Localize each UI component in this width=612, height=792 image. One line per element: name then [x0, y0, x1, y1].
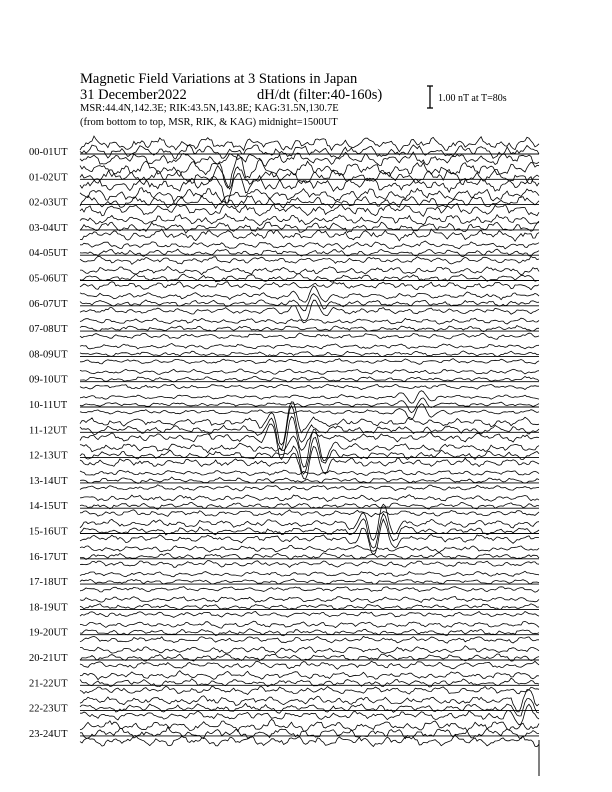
- hour-row: [29, 571, 539, 592]
- trace-msr: [80, 333, 539, 339]
- hour-label: 00-01UT: [29, 147, 68, 158]
- hour-row: [29, 671, 539, 695]
- trace-kag: [80, 155, 539, 188]
- hour-label: 08-09UT: [29, 349, 68, 361]
- hour-row: [29, 495, 539, 517]
- trace-msr: [80, 485, 539, 491]
- trace-kag: [80, 621, 539, 628]
- trace-kag: [80, 571, 539, 577]
- trace-msr: [80, 300, 539, 320]
- trace-msr: [80, 636, 539, 643]
- trace-rik: [80, 377, 539, 383]
- hour-row: [29, 646, 539, 669]
- hour-label: 09-10UT: [29, 374, 68, 386]
- hour-label: 20-21UT: [29, 653, 68, 664]
- scale-bar: [427, 86, 433, 108]
- hour-label: 14-15UT: [29, 501, 68, 513]
- hour-row: [29, 136, 539, 166]
- hour-row: [29, 470, 539, 491]
- trace-rik: [80, 166, 539, 190]
- trace-rik: [80, 351, 539, 357]
- hour-row: [29, 286, 539, 321]
- trace-msr: [80, 686, 539, 694]
- trace-rik: [80, 727, 539, 739]
- hour-label: 16-17UT: [29, 551, 68, 563]
- hour-label: 02-03UT: [29, 197, 68, 209]
- hour-label: 05-06UT: [29, 273, 68, 285]
- trace-msr: [80, 282, 539, 290]
- trace-msr: [80, 229, 539, 241]
- hour-label: 13-14UT: [29, 475, 68, 487]
- trace-msr: [80, 612, 539, 618]
- hour-label: 12-13UT: [29, 450, 68, 462]
- hour-label: 18-19UT: [29, 602, 68, 614]
- trace-kag: [80, 470, 539, 475]
- trace-kag: [80, 214, 539, 226]
- trace-msr: [80, 359, 539, 365]
- hour-row: [29, 369, 539, 390]
- hour-label: 07-08UT: [29, 324, 68, 336]
- scale-label: 1.00 nT at T=80s: [438, 93, 507, 104]
- hour-label: 06-07UT: [29, 298, 68, 310]
- trace-kag: [80, 241, 539, 249]
- hour-row: [29, 719, 539, 746]
- trace-msr: [80, 256, 539, 264]
- trace-kag: [80, 671, 539, 680]
- hour-row: [29, 429, 539, 479]
- trace-kag: [80, 343, 539, 349]
- trace-kag: [80, 646, 539, 654]
- trace-kag: [80, 495, 539, 502]
- hour-row: [29, 545, 539, 567]
- hour-row: [29, 318, 539, 339]
- trace-kag: [80, 369, 539, 374]
- hour-row: [29, 188, 539, 217]
- trace-kag: [80, 504, 539, 540]
- hour-row: [29, 621, 539, 643]
- hour-label: 04-05UT: [29, 248, 68, 260]
- trace-kag: [80, 545, 539, 552]
- hour-label: 19-20UT: [29, 627, 68, 639]
- trace-msr: [80, 384, 539, 389]
- hour-row: [29, 690, 539, 725]
- trace-msr: [80, 661, 539, 669]
- hour-label: 11-12UT: [29, 425, 68, 437]
- date-label: 31 December2022: [80, 87, 187, 103]
- station-order-note: (from bottom to top, MSR, RIK, & KAG) midnight=1500UT: [80, 117, 338, 128]
- hour-row: [29, 241, 539, 264]
- trace-rik: [80, 477, 539, 483]
- hour-label: 01-02UT: [29, 172, 68, 184]
- hour-row: [29, 343, 539, 364]
- hour-label: 22-23UT: [29, 703, 68, 715]
- hour-row: [29, 214, 539, 242]
- trace-msr: [80, 561, 539, 568]
- trace-rik: [80, 604, 539, 610]
- trace-rik: [80, 579, 539, 584]
- hour-label: 21-22UT: [29, 678, 68, 690]
- trace-kag: [80, 719, 539, 731]
- chart-title: Magnetic Field Variations at 3 Stations in Japan: [80, 71, 358, 87]
- trace-msr: [80, 704, 539, 725]
- trace-rik: [80, 294, 539, 311]
- quantity-label: dH/dt (filter:40-160s): [257, 87, 383, 103]
- hour-label: 17-18UT: [29, 577, 68, 589]
- trace-rik: [80, 222, 539, 233]
- trace-msr: [80, 446, 539, 479]
- hour-label: 10-11UT: [29, 400, 68, 411]
- hour-row: [29, 596, 539, 617]
- trace-kag: [80, 391, 539, 404]
- hour-label: 03-04UT: [29, 222, 68, 234]
- trace-kag: [80, 596, 539, 602]
- trace-msr: [80, 587, 539, 593]
- hour-row: [29, 391, 539, 420]
- station-coordinates: MSR:44.4N,142.3E; RIK:43.5N,143.8E; KAG:31.5N,130.7E: [80, 103, 339, 114]
- trace-kag: [80, 690, 539, 712]
- trace-kag: [80, 266, 539, 274]
- hour-label: 23-24UT: [29, 728, 68, 740]
- hour-label: 15-16UT: [29, 526, 68, 538]
- trace-kag: [80, 188, 539, 202]
- trace-msr: [80, 510, 539, 517]
- trace-rik: [80, 514, 539, 548]
- trace-kag: [80, 318, 539, 324]
- hour-row: [29, 266, 539, 289]
